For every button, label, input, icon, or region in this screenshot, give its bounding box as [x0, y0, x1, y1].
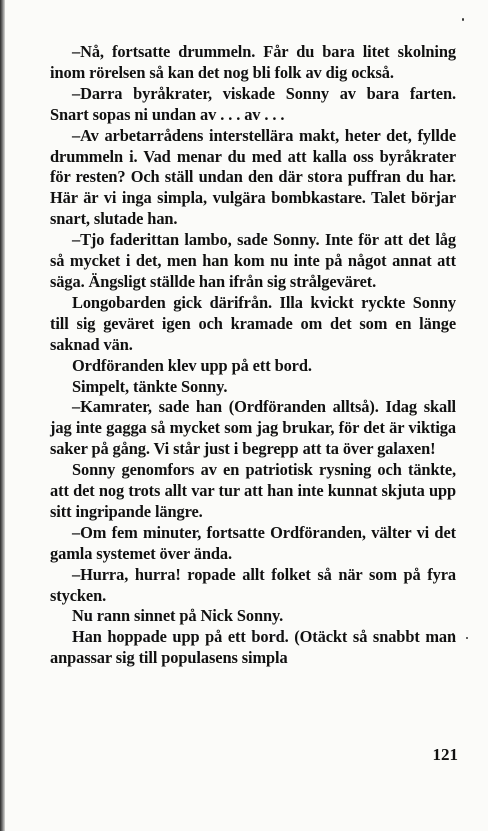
- paragraph: Ordföranden klev upp på ett bord.: [72, 355, 312, 375]
- print-speck: [466, 637, 468, 639]
- paragraph: –Kamrater, sade han (Ordföranden alltså). Idag skall jag inte gagga så mycket som jag brukar, för det är viktiga saker på gång. Vi står just i begrepp att ta över galaxen!: [50, 397, 456, 459]
- paragraph: Longobarden gick därifrån. Illa kvickt ryckte Sonny till sig geväret igen och kramade om det som en länge saknad vän.: [50, 292, 456, 354]
- paragraph: –Tjo faderittan lambo, sade Sonny. Inte för att det låg så mycket i det, men han kom nu inte på något annat att säga. Ängsligt ställde han ifrån sig strålgeväret.: [50, 230, 456, 291]
- body-text: [50, 42, 456, 669]
- paragraph: –Hurra, hurra! ropade allt folket så när som på fyra stycken.: [50, 564, 456, 605]
- paragraph: Simpelt, tänkte Sonny.: [72, 376, 228, 396]
- paragraph: –Darra byråkrater, viskade Sonny av bara farten. Snart sopas ni undan av . . . av . . .: [50, 83, 456, 124]
- paragraph: Nu rann sinnet på Nick Sonny.: [72, 606, 284, 626]
- page-number: 121: [432, 745, 458, 764]
- paragraph: –Av arbetarrådens interstellära makt, heter det, fyllde drummeln i. Vad menar du med att kalla oss byråkrater för resten? Och ställ undan den där stora puffran du har. Här är vi inga simpla, vulgära bombkastare. Talet börjar snart, slutade han.: [50, 125, 456, 229]
- paragraph: Sonny genomfors av en patriotisk rysning och tänkte, att det nog trots allt var tur att han inte kunnat skjuta upp sitt ingripande längre.: [50, 460, 456, 521]
- paragraph: Han hoppade upp på ett bord. (Otäckt så snabbt man anpassar sig till populasens simpla: [50, 627, 456, 668]
- paragraph: –Om fem minuter, fortsatte Ordföranden, välter vi det gamla systemet över ända.: [50, 522, 456, 563]
- page-edge-shadow: [0, 0, 5, 831]
- paragraph: –Nå, fortsatte drummeln. Får du bara litet skolning inom rörelsen så kan det nog bli folk av dig också.: [50, 42, 456, 82]
- print-speck: [462, 18, 464, 21]
